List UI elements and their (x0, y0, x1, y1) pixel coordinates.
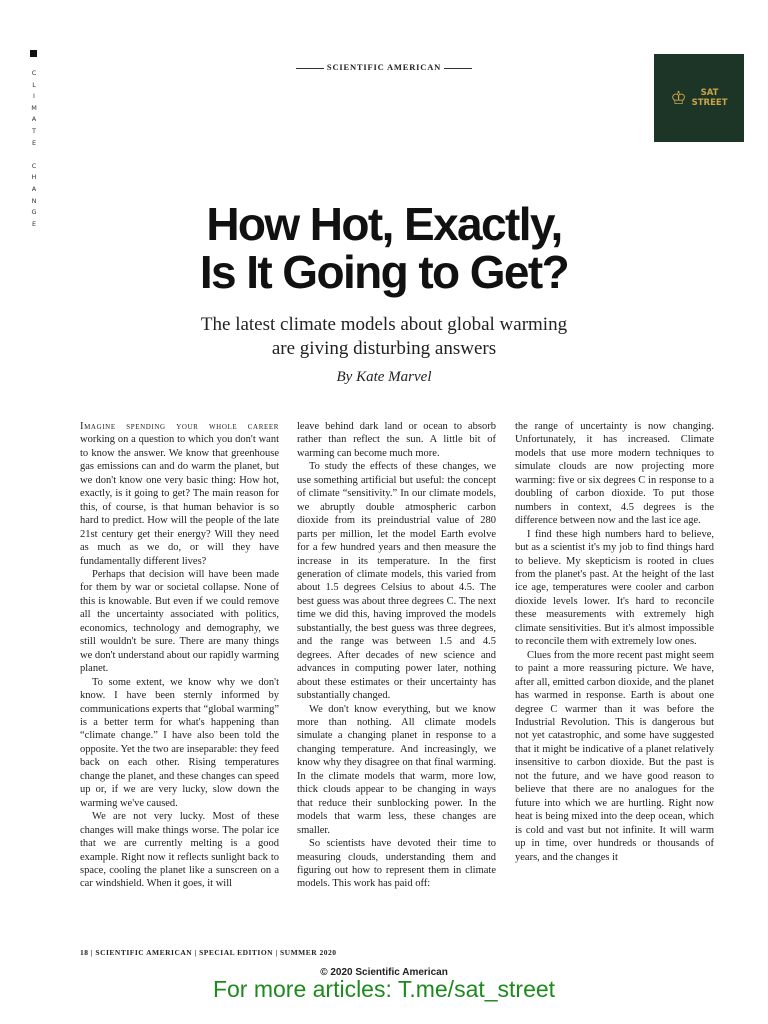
article-paragraph (297, 460, 496, 702)
text-column-2 (297, 420, 496, 891)
side-label-letter: C (31, 161, 37, 170)
article-title (0, 200, 768, 296)
paragraph-text: So scientists have devoted their time to measuring clouds, understanding them and figuring out how to represent them in climate models. This work has paid off: (297, 838, 496, 890)
subtitle-line-1: The latest climate models about global warming (200, 314, 568, 335)
article-paragraph (80, 676, 279, 811)
article-paragraph (515, 649, 714, 864)
article-paragraph (80, 810, 279, 891)
masthead-text: SCIENTIFIC AMERICAN (326, 62, 442, 72)
subtitle-line-2: are giving disturbing answers (271, 338, 497, 359)
text-column-3 (515, 420, 714, 864)
article-paragraph (80, 420, 279, 568)
article-paragraph (297, 837, 496, 891)
paragraph-text: We don't know everything, but we know more than nothing. All climate models simulate a changing planet in response to a changing temperature. And increasingly, we know why they disagree on that final warming. In the climate models that warm, more low, thick clouds appear to be changing in ways that reduce their sunblocking power. In the models that warm less, these changes are smaller. (297, 703, 496, 836)
paragraph-text: I find these high numbers hard to believe, but as a scientist it's my job to find things hard to believe. My skepticism is rooted in clues from the planet's past. At the height of the last ice age, temperatures were cooler and carbon dioxide levels lower. It's hard to reconcile these measurements with extremely high climate sensitivities. But it's almost impossible to reconcile them with extremely low ones. (515, 528, 714, 648)
paragraph-text: To some extent, we know why we don't know. I have been sternly informed by communications experts that “global warming” is a better term for what's happening than “climate change.” I have also been told the opposite. Yet the two are inseparable: they feed back on each other. Rising temperatures change the planet, and these changes can speed up or, if we are very lucky, slow down the warming we've caused. (80, 676, 279, 809)
article-paragraph (80, 568, 279, 676)
side-label-letter: G (31, 208, 37, 217)
side-label-letter: L (32, 80, 36, 89)
sat-street-logo (654, 54, 744, 142)
side-label-letter: N (31, 196, 37, 205)
page-footer: 18 | SCIENTIFIC AMERICAN | SPECIAL EDITION | SUMMER 2020 (80, 948, 337, 957)
article-paragraph (515, 528, 714, 649)
text-column-1 (80, 420, 279, 891)
masthead-rule-right (444, 68, 472, 69)
article-paragraph (297, 703, 496, 838)
side-label-letter: E (31, 219, 37, 228)
masthead-rule-left (296, 68, 324, 69)
byline: By Kate Marvel (336, 369, 432, 385)
promo-link-text: For more articles: T.me/sat_street (212, 976, 556, 1002)
side-label-letter: C (31, 69, 37, 77)
side-label-letter: A (31, 184, 37, 193)
paragraph-text: the range of uncertainty is now changing. Unfortunately, it has increased. Climate models that use more modern techniques to simulate clouds are now projecting more warming: five or six degrees C in response to a doubling of carbon dioxide. To put those numbers in context, 4.5 degrees is the difference between now and the last ice age. (515, 421, 714, 527)
title-line-1: How Hot, Exactly, (206, 198, 562, 250)
logo-text (692, 88, 728, 108)
side-label-letter: A (31, 115, 37, 124)
paragraph-text: To study the effects of these changes, we use something artificial but useful: the concept of climate “sensitivity.” In our climate models, we abruptly double atmospheric carbon dioxide from its preindustrial value of 280 parts per million, let the model Earth evolve for a few hundred years and then measure the increase in its temperature. In the first generation of climate models, this varied from about 1.5 degrees Celsius to about 4.5. The best guess was about three degrees C. The next time we did this, having improved the models substantially, the best guess was three degrees, and the range was between 1.5 and 4.5 degrees. After decades of new science and advances in computing power later, nothing about these estimates or their uncertainty has substantially changed. (297, 461, 496, 702)
side-label-letter (27, 149, 41, 161)
side-label-letter: M (31, 103, 37, 112)
side-label-letter: E (31, 138, 37, 147)
logo-line-2: STREET (691, 98, 728, 108)
copyright-line: © 2020 Scientific American (320, 967, 448, 978)
article-paragraph (297, 420, 496, 460)
paragraph-text: We are not very lucky. Most of these changes will make things worse. The polar ice that we are currently melting is a good example. Right now it reflects sunlight back to space, cooling the planet like a sunscreen on a car windshield. When it goes, it will (80, 811, 279, 890)
article-subtitle (0, 313, 768, 361)
article-paragraph (515, 420, 714, 528)
logo-line-1: SAT (700, 88, 719, 98)
section-marker-square (30, 50, 37, 57)
paragraph-text: leave behind dark land or ocean to absorb rather than reflect the sun. A little bit of warming can become much more. (297, 421, 496, 459)
side-label-letter: H (31, 173, 37, 182)
crown-wreath-icon: ♔ (670, 88, 687, 108)
paragraph-text: Perhaps that decision will have been made for them by war or societal collapse. None of this is knowable. But even if we could remove all the uncertainty associated with politics, economics, technology and demography, we still wouldn't be sure. There are many things we don't understand about our rapidly warming planet. (80, 568, 280, 675)
side-label-letter: T (32, 126, 36, 135)
lead-in-text: Imagine spending your whole career (80, 421, 279, 432)
title-line-2: Is It Going to Get? (199, 246, 569, 298)
paragraph-text: Clues from the more recent past might seem to paint a more reassuring picture. We have, after all, emitted carbon dioxide, and the planet has warmed in response. Earth is about one degree C warmer than it was before the Industrial Revolution. This is dangerous but not yet catastrophic, and some have suggested that it might be indicative of a planet relatively insensitive to carbon dioxide. But the past is not the future, and we have good reason to believe that there are no analogues for the future into which we are hurtling. Right now heat is being mixed into the deep ocean, which is cold and vast but not infinite. It will warm up in time, over hundreds or thousands of years, and the changes it (515, 649, 714, 863)
side-label-letter: I (33, 92, 35, 101)
masthead (0, 62, 768, 72)
paragraph-text: working on a question to which you don't want to know the answer. We know that greenhouse gas emissions can and do warm the planet, but we don't know one very basic thing: How hot, exactly, is it going to get? The main reason for this, of course, is that human behavior is so hard to predict. How will the people of the late 21st century get their energy? Will they need as much as we do, or will they have fundamentally different lives? (80, 434, 279, 567)
